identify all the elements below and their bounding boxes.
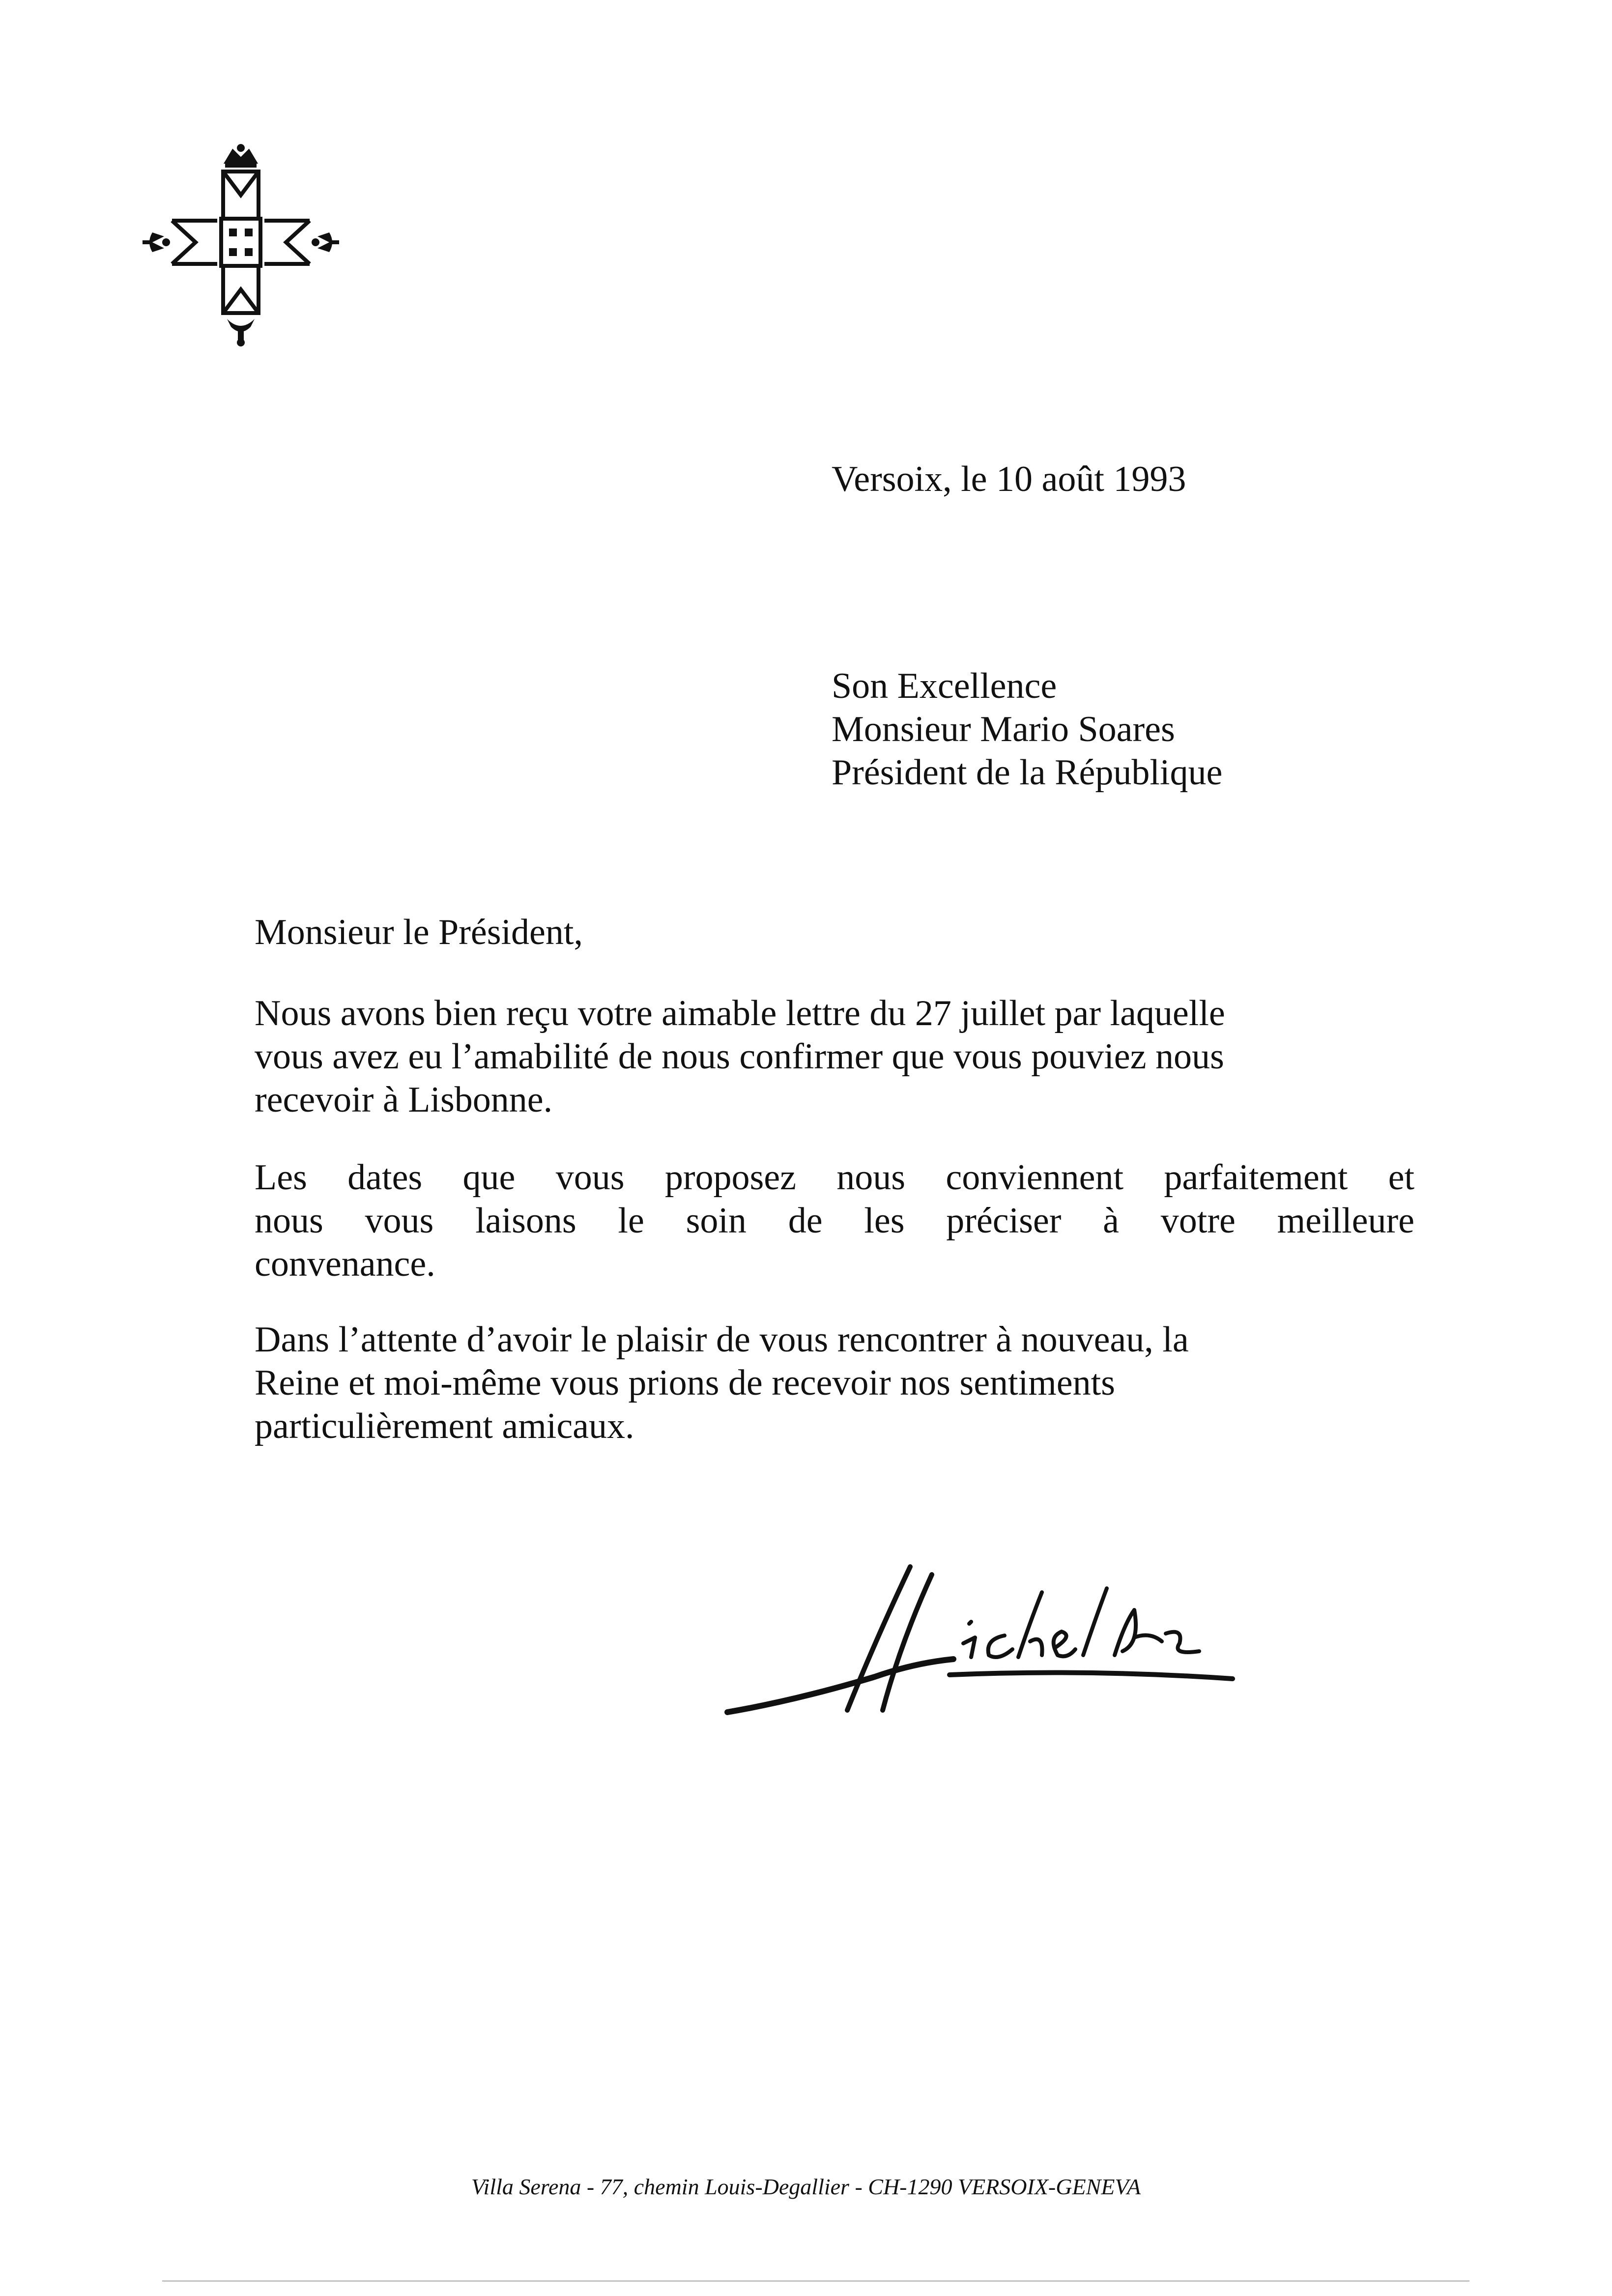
royal-monogram-cross-icon [143, 140, 339, 346]
paragraph-line: nous vous laisons le soin de les préciser à votre meilleure [255, 1201, 1414, 1241]
paragraph-line: convenance. [255, 1244, 435, 1284]
letter-date: Versoix, le 10 août 1993 [832, 459, 1186, 499]
recipient-line: Monsieur Mario Soares [832, 709, 1175, 749]
letterhead-footer-address: Villa Serena - 77, chemin Louis-Degallier - CH-1290 VERSOIX-GENEVA [471, 2174, 1141, 2199]
paragraph-line: Dans l’attente d’avoir le plaisir de vous rencontrer à nouveau, la [255, 1320, 1189, 1360]
recipient-line: Son Excellence [832, 666, 1057, 706]
paragraph-line: Les dates que vous proposez nous conviennent parfaitement et [255, 1157, 1414, 1198]
body-paragraph [255, 992, 1414, 1121]
recipient-address [832, 664, 1222, 794]
paragraph-line: vous avez eu l’amabilité de nous confirmer que vous pouviez nous [255, 1036, 1224, 1077]
paragraph-line: particulièrement amicaux. [255, 1406, 634, 1446]
recipient-line: Président de la République [832, 752, 1223, 793]
body-paragraph [255, 1156, 1414, 1286]
paragraph-line: recevoir à Lisbonne. [255, 1080, 553, 1120]
paragraph-line: Reine et moi-même vous prions de recevoir nos sentiments [255, 1363, 1115, 1403]
body-paragraph [255, 1318, 1414, 1448]
page-edge-line [162, 2280, 1469, 2282]
handwritten-signature [718, 1553, 1248, 1730]
paragraph-line: Nous avons bien reçu votre aimable lettre du 27 juillet par laquelle [255, 993, 1225, 1033]
salutation: Monsieur le Président, [255, 912, 583, 952]
